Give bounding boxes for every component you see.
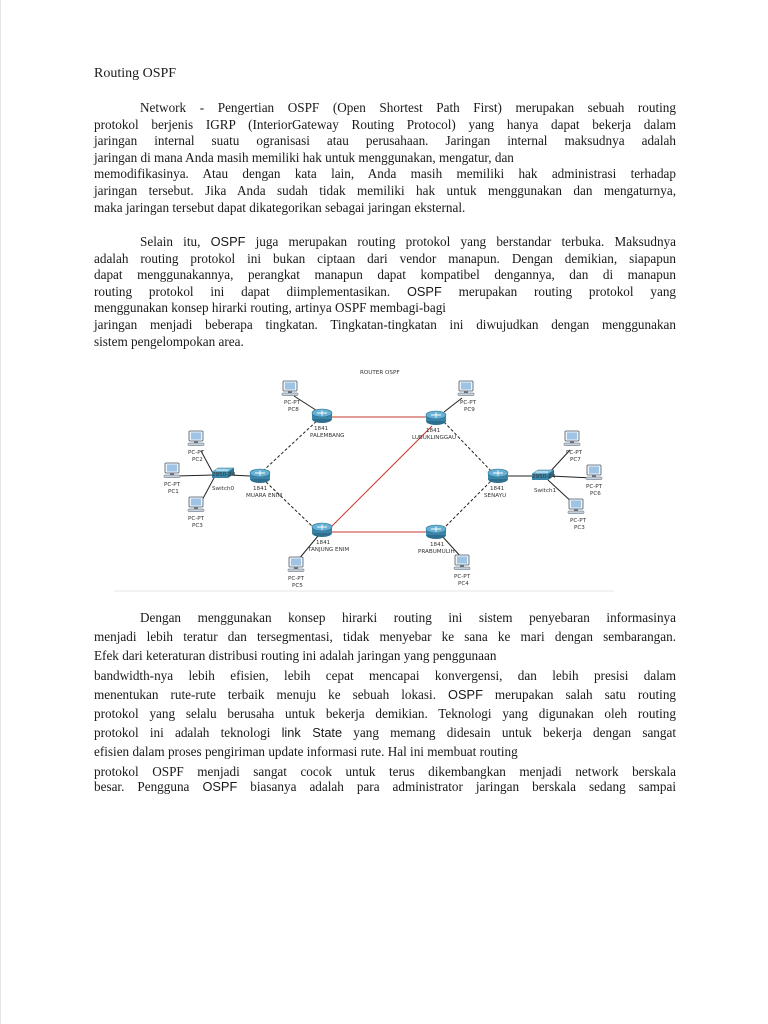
- text-line: maka jaringan tersebut dapat dikategorikan sebagai jaringan eksternal.: [94, 199, 466, 215]
- text-line: jaringan di mana Anda masih memiliki hak untuk menggunakan, mengatur, dan: [94, 149, 514, 165]
- text-line: sistem pengelompokan area.: [94, 333, 244, 349]
- paragraph-1: [94, 100, 676, 216]
- ospf-term: OSPF: [448, 686, 483, 702]
- svg-text:1841: 1841: [316, 540, 331, 546]
- paragraph-2: [94, 234, 676, 350]
- svg-text:PC-PT: PC-PT: [460, 400, 477, 406]
- svg-text:PC-PT: PC-PT: [188, 450, 205, 456]
- text-line: protokol yang selalu berusaha untuk bekerja demikian. Teknologi yang digunakan oleh routing: [94, 706, 676, 722]
- ospf-term: OSPF: [210, 234, 246, 249]
- text-line: protokol ini adalah teknologi link State yang memang didesain untuk bekerja dengan sangat: [94, 725, 677, 741]
- svg-text:1841: 1841: [430, 542, 445, 548]
- text-line: jaringan tersebut. Jika Anda sudah tidak memiliki hak untuk menggunakan dan mengaturnya,: [94, 182, 676, 198]
- text-line: bandwidth-nya lebih efisien, lebih cepat mencapai konvergensi, dan lebih presisi dalam: [94, 667, 676, 683]
- text-line: menentukan rute-rute terbaik menuju ke sebuah lokasi. OSPF merupakan salah satu routing: [94, 686, 677, 702]
- text-line: jaringan internal suatu ogranisasi atau perusahaan. Jaringan internal maksudnya adalah: [94, 133, 676, 149]
- pc-icon: [188, 497, 204, 512]
- svg-text:PC8: PC8: [288, 407, 299, 413]
- ospf-term: OSPF: [202, 778, 238, 794]
- svg-text:PC5: PC5: [292, 583, 303, 589]
- svg-text:PC-PT: PC-PT: [188, 516, 205, 522]
- svg-text:PC4: PC4: [458, 581, 469, 587]
- svg-text:PC-PT: PC-PT: [164, 482, 181, 488]
- router-icon: [250, 469, 270, 483]
- text-line: protokol OSPF menjadi sangat cocok untuk terus dikembangkan menjadi network berskala: [94, 763, 676, 779]
- svg-text:LUBUKLINGGAU: LUBUKLINGGAU: [412, 435, 457, 441]
- svg-text:PALEMBANG: PALEMBANG: [310, 433, 345, 439]
- svg-text:2950-24: 2950-24: [532, 474, 556, 480]
- svg-text:PC-PT: PC-PT: [454, 574, 471, 580]
- svg-text:PC7: PC7: [570, 457, 581, 463]
- ospf-term: OSPF: [406, 283, 442, 299]
- pc-icon: [188, 431, 204, 446]
- page-edge: [0, 0, 1, 1024]
- text-line: Efek dari keteraturan distribusi routing ini adalah jaringan yang penggunaan: [94, 648, 497, 664]
- svg-text:1841: 1841: [314, 426, 329, 432]
- link-state-term: link State: [281, 725, 343, 741]
- svg-text:1841: 1841: [490, 486, 505, 492]
- pc-icon: [164, 463, 180, 478]
- svg-text:1841: 1841: [426, 428, 441, 434]
- svg-text:1841: 1841: [253, 486, 268, 492]
- svg-text:PC3: PC3: [574, 525, 585, 531]
- svg-text:PC9: PC9: [464, 407, 475, 413]
- svg-text:PC2: PC2: [192, 457, 203, 463]
- network-topology-figure: [114, 360, 676, 594]
- text-line: besar. Pengguna OSPF biasanya adalah para administrator jaringan berskala sedang sampai: [94, 778, 677, 794]
- router-icon: [426, 411, 446, 425]
- text-line: protokol berjenis IGRP (InteriorGateway Routing Protocol) yang hanya dapat bekerja dalam: [94, 116, 676, 132]
- svg-text:PC-PT: PC-PT: [586, 484, 603, 490]
- topology-diagram: [114, 360, 676, 594]
- svg-text:SENAYU: SENAYU: [484, 493, 507, 499]
- text-line: menjadi lebih teratur dan tersegmentasi, tidak menyebar ke sana ke mari dengan sembarangan.: [94, 629, 676, 645]
- router-icon: [312, 409, 332, 423]
- text-line: memodifikasinya. Atau dengan kata lain, Anda masih memiliki hak administrasi terhadap: [94, 166, 676, 182]
- svg-text:PC3: PC3: [192, 523, 203, 529]
- router-icon: [488, 469, 508, 483]
- text-line: Selain itu, OSPF juga merupakan routing protokol yang berstandar terbuka. Maksudnya: [140, 234, 677, 249]
- pc-icon: [568, 499, 584, 514]
- svg-text:PC-PT: PC-PT: [570, 518, 587, 524]
- pc-icon: [454, 555, 470, 570]
- svg-text:PC1: PC1: [168, 489, 179, 495]
- router-icon: [426, 525, 446, 539]
- text-line: adalah routing protokol ini bukan ciptaan dari vendor manapun. Dengan demikian, siapapun: [94, 250, 676, 266]
- svg-text:PC-PT: PC-PT: [288, 576, 305, 582]
- svg-text:2950-24: 2950-24: [212, 472, 236, 478]
- svg-text:Switch1: Switch1: [534, 488, 557, 494]
- svg-text:PC6: PC6: [590, 491, 601, 497]
- text-line: jaringan menjadi beberapa tingkatan. Tingkatan-tingkatan ini diwujudkan dengan menggunakan: [94, 316, 676, 332]
- document-title: Routing OSPF: [94, 66, 177, 81]
- svg-text:PC-PT: PC-PT: [284, 400, 301, 406]
- pc-icon: [288, 557, 304, 572]
- pc-icon: [586, 465, 602, 480]
- router-icon: [312, 523, 332, 537]
- text-line: Dengan menggunakan konsep hirarki routing ini sistem penyebaran informasinya: [140, 610, 676, 625]
- svg-text:PRABUMULIH: PRABUMULIH: [418, 549, 455, 555]
- text-line: Network - Pengertian OSPF (Open Shortest Path First) merupakan sebuah routing: [140, 100, 676, 115]
- text-line: menggunakan konsep hirarki routing, artinya OSPF membagi-bagi: [94, 300, 446, 316]
- svg-text:PC-PT: PC-PT: [566, 450, 583, 456]
- paragraph-3: [94, 608, 676, 794]
- text-line: efisien dalam proses pengiriman update informasi rute. Hal ini membuat routing: [94, 744, 518, 760]
- svg-text:TANJUNG ENIM: TANJUNG ENIM: [308, 547, 350, 553]
- pc-icon: [282, 381, 298, 396]
- pc-icon: [564, 431, 580, 446]
- svg-text:MUARA ENIM: MUARA ENIM: [246, 493, 283, 499]
- text-line: dapat menggunakannya, perangkat manapun dapat kompatibel dengannya, dan di manapun: [94, 267, 676, 283]
- text-line: routing protokol ini dapat diimplementasikan. OSPF merupakan routing protokol yang: [94, 283, 677, 299]
- svg-text:Switch0: Switch0: [212, 486, 235, 492]
- figure-title: ROUTER OSPF: [360, 370, 400, 376]
- pc-icon: [458, 381, 474, 396]
